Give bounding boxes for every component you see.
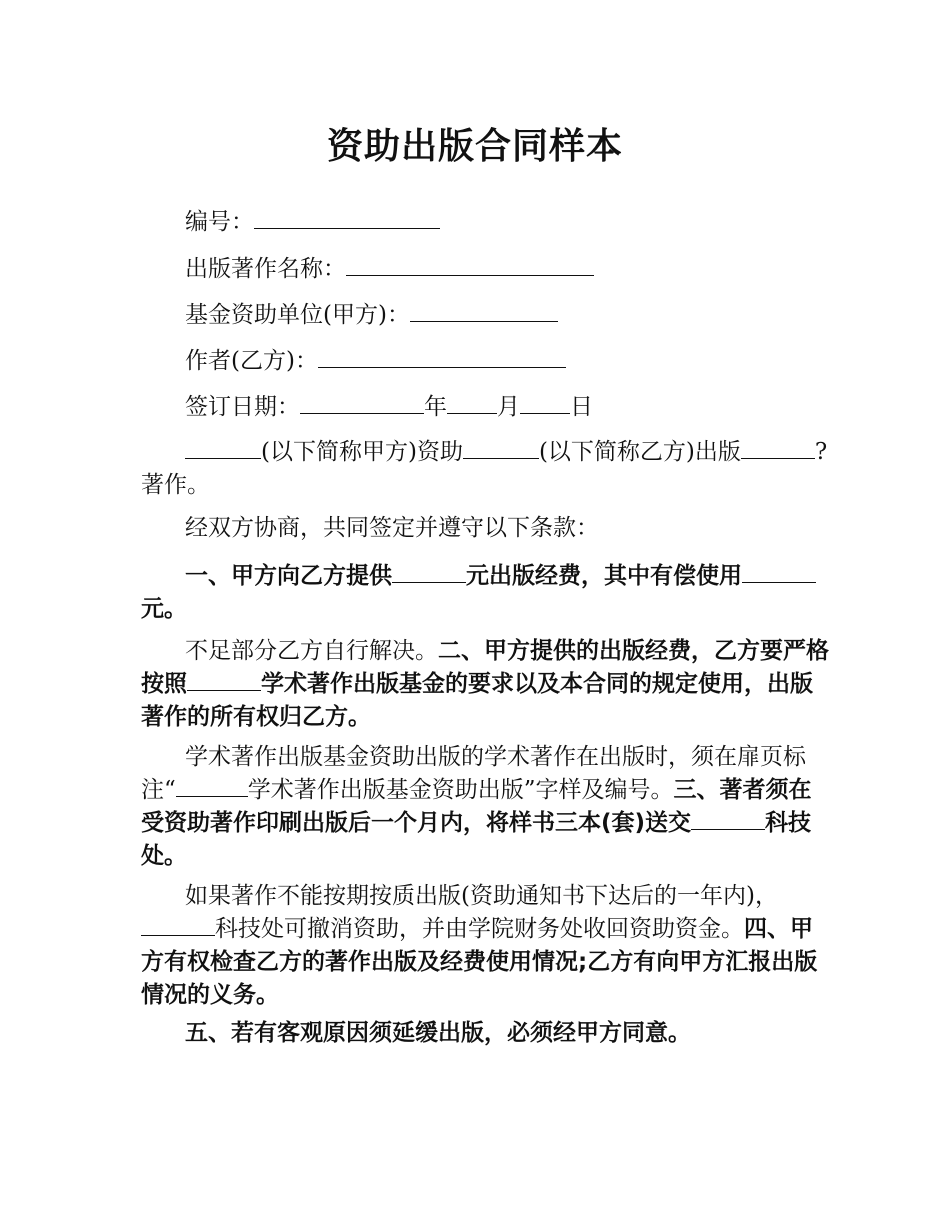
- clause-1-text-c: 元。: [141, 596, 187, 622]
- clause-1-blank-2: [742, 562, 816, 583]
- intro-text-a: (以下简称甲方)资助: [261, 439, 463, 465]
- clause-3-text-b: 科技处。: [141, 810, 812, 869]
- number-blank: [254, 206, 440, 229]
- month-label: 月: [497, 394, 520, 420]
- clause-1-blank-1: [392, 562, 466, 583]
- clause-2-blank: [187, 670, 261, 691]
- work-name-field: [185, 253, 594, 284]
- document-title: 资助出版合同样本: [326, 126, 623, 167]
- funder-field: [185, 299, 558, 330]
- author-label: 作者(乙方)：: [185, 348, 318, 374]
- intro-blank-2: [463, 438, 539, 459]
- clause-3-blank-1: [176, 776, 248, 797]
- clause-4-plain-b: 科技处可撤消资助，并由学院财务处收回资助资金。: [215, 916, 744, 942]
- clause-2-paragraph: [141, 635, 831, 734]
- clause-1: [141, 560, 831, 626]
- number-label: 编号：: [185, 209, 254, 235]
- clause-3-plain-a: 学术著作出版基金资助出版的学术著作在出版时，须在扉页标注“: [141, 744, 806, 803]
- clause-4-text: 四、甲方有权检查乙方的著作出版及经费使用情况;乙方有向甲方汇报出版情况的义务。: [141, 916, 818, 1008]
- date-label: 签订日期：: [185, 394, 300, 420]
- number-field: [185, 206, 440, 237]
- work-name-label: 出版著作名称：: [185, 256, 346, 282]
- clause-3-blank-2: [691, 809, 765, 830]
- day-blank: [520, 391, 570, 414]
- year-blank: [300, 391, 424, 414]
- date-field: [185, 391, 593, 422]
- clause-2-plain-text: 不足部分乙方自行解决。: [185, 638, 438, 664]
- agreement-paragraph: 经双方协商，共同签定并遵守以下条款：: [185, 515, 599, 541]
- clause-2-text-b: 学术著作出版基金的要求以及本合同的规定使用，出版著作的所有权归乙方。: [141, 671, 813, 730]
- clause-2-text-a: 二、甲方提供的出版经费，乙方要严格按照: [141, 638, 829, 697]
- year-label: 年: [424, 394, 447, 420]
- month-blank: [447, 391, 497, 414]
- clause-4-blank: [141, 915, 215, 936]
- clause-4-plain-a: 如果著作不能按期按质出版(资助通知书下达后的一年内)，: [185, 883, 778, 909]
- intro-text-c: ?著作。: [141, 439, 828, 498]
- intro-blank-1: [185, 438, 261, 459]
- clause-3-text-a: 三、著者须在受资助著作印刷出版后一个月内，将样书三本(套)送交: [141, 777, 812, 836]
- clause-4-paragraph: [141, 880, 831, 1012]
- day-label: 日: [570, 394, 593, 420]
- funder-blank: [410, 299, 558, 322]
- clause-1-text-a: 一、甲方向乙方提供: [185, 563, 392, 589]
- clause-3-paragraph: [141, 741, 831, 873]
- author-blank: [318, 345, 566, 368]
- funder-label: 基金资助单位(甲方)：: [185, 302, 410, 328]
- author-field: [185, 345, 566, 376]
- intro-blank-3: [741, 438, 815, 459]
- intro-paragraph: [141, 436, 831, 502]
- work-name-blank: [346, 253, 594, 276]
- clause-1-text-b: 元出版经费，其中有偿使用: [466, 563, 742, 589]
- intro-text-b: (以下简称乙方)出版: [538, 439, 741, 465]
- clause-5: 五、若有客观原因须延缓出版，必须经甲方同意。: [185, 1020, 691, 1046]
- clause-3-plain-b: 学术著作出版基金资助出版”字样及编号。: [247, 777, 674, 803]
